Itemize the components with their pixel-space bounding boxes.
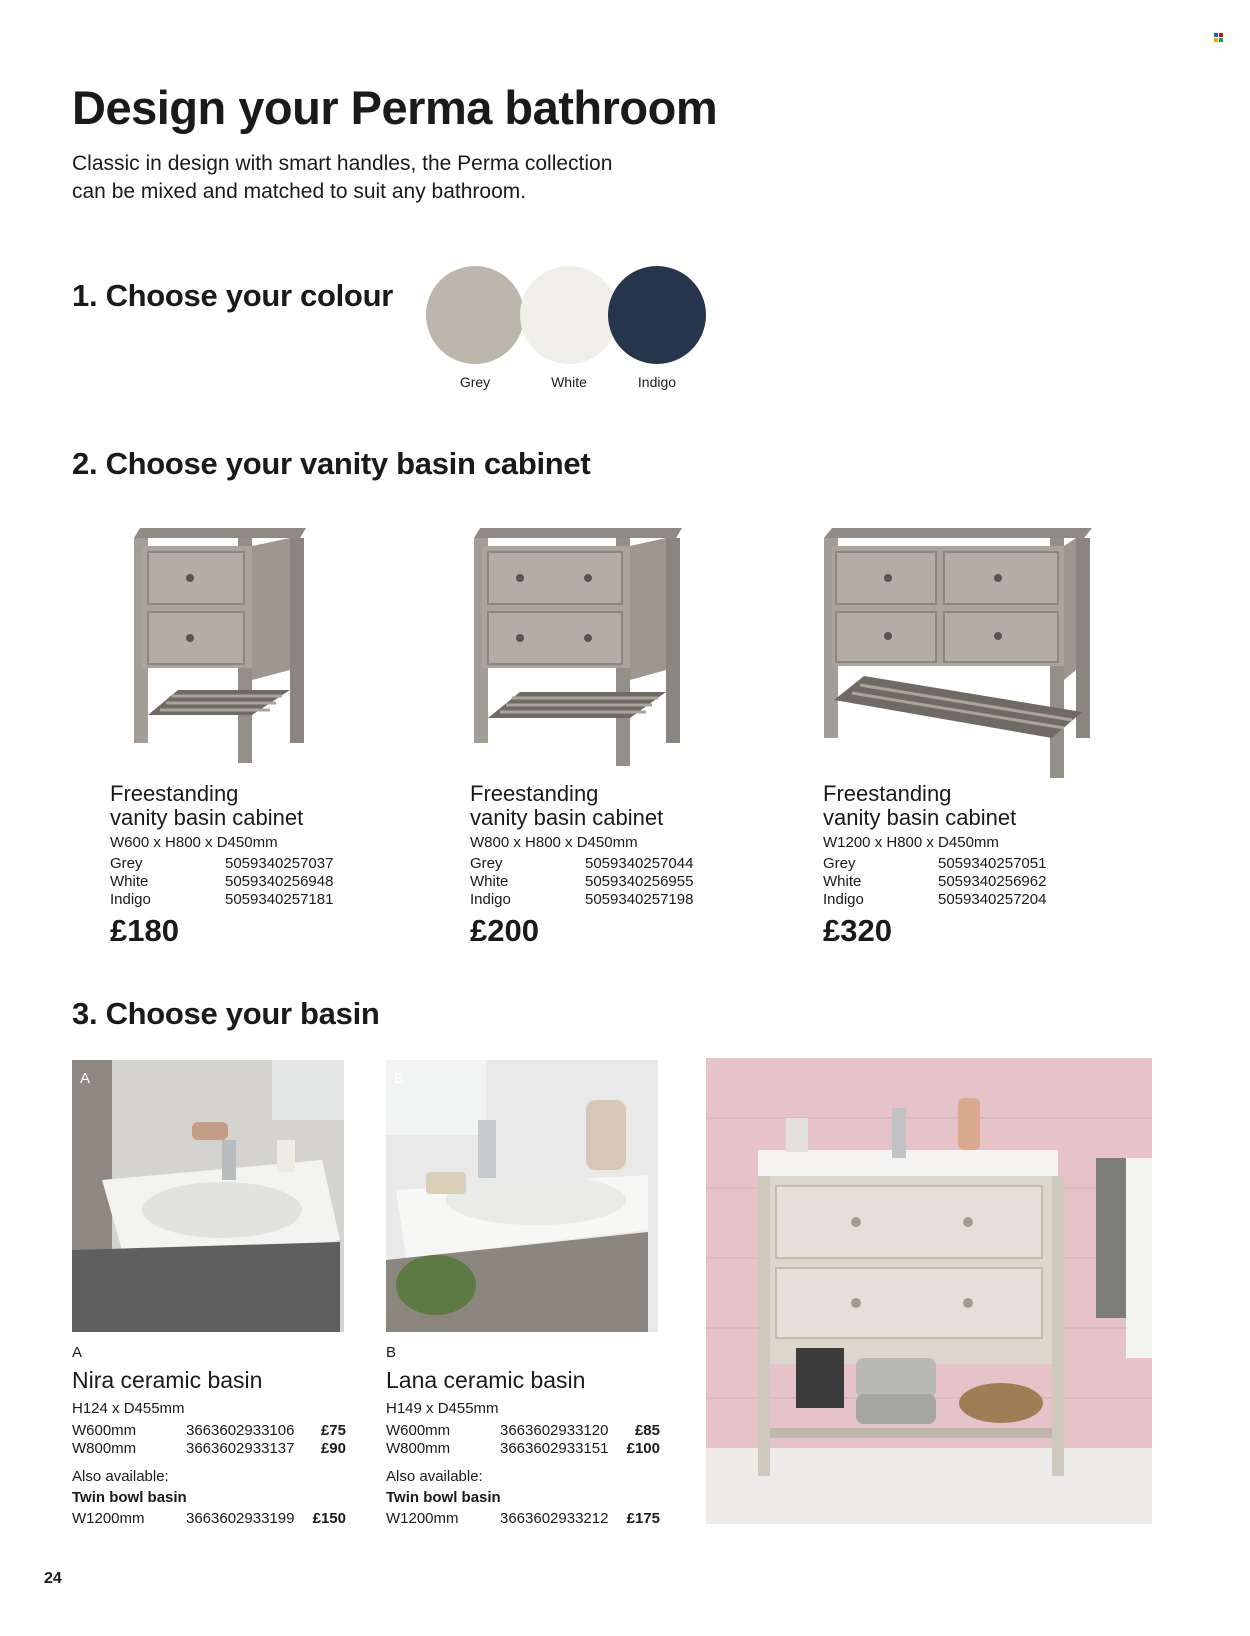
basin-size: H124 x D455mm xyxy=(72,1400,185,1417)
cabinet-price: £320 xyxy=(823,913,892,948)
lifestyle-illustration xyxy=(706,1058,1152,1524)
also-available-label: Also available: xyxy=(72,1468,169,1485)
colour-swatch-white[interactable] xyxy=(520,266,618,364)
cabinet-size: W600 x H800 x D450mm xyxy=(110,834,278,851)
page-number: 24 xyxy=(44,1570,62,1587)
basin-b-illustration xyxy=(386,1060,658,1332)
basin-b-tag: B xyxy=(394,1070,405,1087)
cabinet-600-image xyxy=(130,520,310,765)
code-row: Grey 5059340257044 xyxy=(470,855,694,872)
price-row: W800mm 3663602933151 £100 xyxy=(386,1440,660,1457)
basin-title: Nira ceramic basin xyxy=(72,1367,263,1393)
cabinet-600-card xyxy=(110,782,410,949)
code-row: White 5059340256948 xyxy=(110,873,334,890)
basin-a-card xyxy=(72,1344,346,1528)
twin-bowl-label: Twin bowl basin xyxy=(72,1489,187,1506)
basin-title: Lana ceramic basin xyxy=(386,1367,586,1393)
code-row: Grey 5059340257037 xyxy=(110,855,334,872)
cabinet-title: Freestanding vanity basin cabinet xyxy=(470,781,664,830)
colour-label-white: White xyxy=(551,374,587,390)
cabinet-1200-image xyxy=(820,520,1100,782)
price-row: W800mm 3663602933137 £90 xyxy=(72,1440,346,1457)
basin-a-illustration xyxy=(72,1060,344,1332)
basin-letter: A xyxy=(72,1344,83,1361)
step1-heading: 1. Choose your colour xyxy=(72,278,393,313)
price-row: W1200mm 3663602933212 £175 xyxy=(386,1510,660,1527)
cabinet-1200-card xyxy=(823,782,1123,949)
code-row: Indigo 5059340257198 xyxy=(470,891,694,908)
brand-logo xyxy=(1214,33,1223,42)
colour-swatch-grey[interactable] xyxy=(426,266,524,364)
basin-b-photo xyxy=(386,1060,658,1332)
colour-swatch-indigo[interactable] xyxy=(608,266,706,364)
code-row: Grey 5059340257051 xyxy=(823,855,1047,872)
lifestyle-photo xyxy=(706,1058,1152,1524)
cabinet-price: £180 xyxy=(110,913,179,948)
cabinet-title: Freestanding vanity basin cabinet xyxy=(823,781,1017,830)
cabinet-800-image xyxy=(470,520,690,770)
step3-heading: 3. Choose your basin xyxy=(72,996,380,1031)
page-title: Design your Perma bathroom xyxy=(72,81,718,134)
step2-heading: 2. Choose your vanity basin cabinet xyxy=(72,446,591,481)
cabinet-size: W800 x H800 x D450mm xyxy=(470,834,638,851)
cabinet-800-card xyxy=(470,782,770,949)
colour-label-indigo: Indigo xyxy=(637,374,677,390)
cabinet-size: W1200 x H800 x D450mm xyxy=(823,834,999,851)
intro-text: Classic in design with smart handles, the Perma collection can be mixed and matched to suit any bathroom. xyxy=(72,152,613,203)
code-row: White 5059340256955 xyxy=(470,873,694,890)
twin-bowl-label: Twin bowl basin xyxy=(386,1489,501,1506)
basin-letter: B xyxy=(386,1344,397,1361)
also-available-label: Also available: xyxy=(386,1468,483,1485)
code-row: Indigo 5059340257204 xyxy=(823,891,1047,908)
basin-size: H149 x D455mm xyxy=(386,1400,499,1417)
basin-a-tag: A xyxy=(80,1070,91,1087)
code-row: White 5059340256962 xyxy=(823,873,1047,890)
price-row: W600mm 3663602933120 £85 xyxy=(386,1422,660,1439)
price-row: W1200mm 3663602933199 £150 xyxy=(72,1510,346,1527)
price-row: W600mm 3663602933106 £75 xyxy=(72,1422,346,1439)
cabinet-price: £200 xyxy=(470,913,539,948)
colour-label-grey: Grey xyxy=(459,374,491,390)
code-row: Indigo 5059340257181 xyxy=(110,891,334,908)
basin-b-card xyxy=(386,1344,660,1528)
basin-a-photo xyxy=(72,1060,344,1332)
cabinet-title: Freestanding vanity basin cabinet xyxy=(110,781,304,830)
